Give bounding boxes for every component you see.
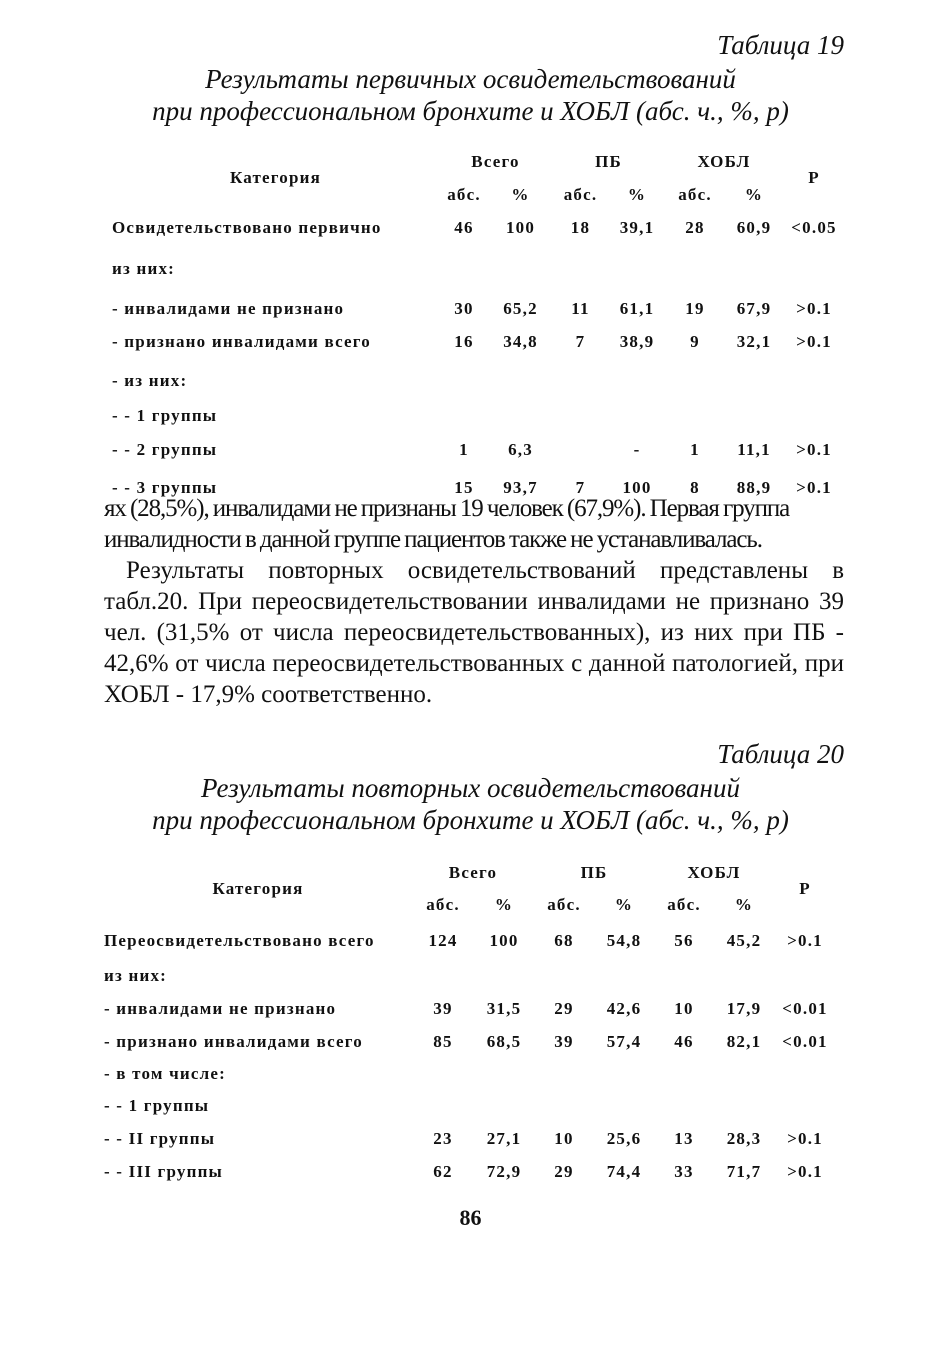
subheader-abs: абс. (563, 184, 598, 204)
total-pct-cell: 6,3 (508, 439, 533, 459)
p-value-cell (774, 1090, 836, 1122)
p-value-cell: >0.1 (787, 930, 823, 950)
table-20 (104, 857, 836, 1188)
copd-abs-cell: 9 (690, 331, 700, 351)
total-abs-cell (439, 358, 489, 403)
column-header-pb: ПБ (595, 151, 622, 171)
total-pct-cell: 27,1 (486, 1128, 522, 1148)
total-abs-cell: 23 (433, 1128, 453, 1148)
table-20-title-line-2: при профессиональном бронхите и ХОБЛ (абс. ч., %, р) (152, 805, 789, 835)
pb-abs-cell (534, 1058, 594, 1090)
table-row (104, 992, 836, 1025)
pb-abs-cell: 68 (554, 930, 574, 950)
row-label: из них: (104, 966, 168, 985)
pb-pct-cell (594, 960, 654, 992)
total-pct-cell (489, 245, 552, 292)
row-label: Освидетельствовано первично (112, 218, 382, 237)
row-label: - инвалидами не признано (104, 998, 337, 1018)
total-pct-cell: 65,2 (503, 298, 538, 318)
table-row (112, 358, 845, 403)
row-label: - в том числе: (104, 1064, 226, 1083)
pb-abs-cell: 7 (575, 331, 586, 351)
column-header-category: Категория (212, 879, 304, 898)
pb-abs-cell: 18 (570, 218, 591, 237)
pb-pct-cell (594, 1090, 654, 1122)
copd-pct-cell: 67,9 (736, 298, 772, 318)
table-row (112, 245, 845, 292)
copd-pct-cell (714, 1058, 774, 1090)
pb-abs-cell: 10 (554, 1128, 574, 1148)
row-label: - - II группы (104, 1128, 216, 1148)
pb-abs-cell (552, 358, 609, 403)
copd-pct-cell: 32,1 (736, 331, 772, 351)
total-abs-cell: 39 (433, 998, 453, 1018)
table-row (104, 921, 836, 960)
total-pct-cell (474, 1058, 534, 1090)
copd-pct-cell (714, 1090, 774, 1122)
total-pct-cell: 100 (489, 930, 519, 950)
copd-abs-cell: 19 (685, 298, 705, 318)
table-20-title-line-1: Результаты повторных освидетельствований (201, 773, 740, 803)
table-20-caption: Таблица 20 (717, 739, 844, 769)
table-19 (112, 145, 845, 504)
pb-pct-cell: - (633, 439, 641, 459)
pb-pct-cell (609, 403, 665, 428)
paragraph-1-line-2: инвалидности в данной группе пациентов также не устанавливалась. (104, 526, 762, 553)
column-header-pb: ПБ (580, 862, 608, 882)
copd-abs-cell (654, 1090, 714, 1122)
copd-abs-cell (665, 358, 725, 403)
subheader-pct: % (744, 184, 764, 204)
p-value-cell: >0.1 (787, 1128, 823, 1148)
total-abs-cell: 124 (428, 930, 458, 950)
row-label: - признано инвалидами всего (112, 331, 371, 351)
pb-abs-cell: 29 (554, 998, 574, 1018)
pb-pct-cell: 25,6 (606, 1128, 642, 1148)
subheader-abs: абс. (426, 894, 460, 914)
p-value-cell (783, 358, 845, 403)
p-value-cell (774, 960, 836, 992)
subheader-abs: абс. (667, 894, 701, 914)
table-row (104, 960, 836, 992)
subheader-abs: абс. (447, 184, 481, 204)
total-pct-cell (474, 960, 534, 992)
table-19-header-row (112, 145, 845, 178)
p-value-cell: >0.1 (796, 298, 832, 318)
column-header-copd: ХОБЛ (697, 151, 751, 171)
total-abs-cell: 46 (454, 218, 474, 237)
copd-abs-cell: 8 (690, 477, 700, 497)
copd-abs-cell: 33 (674, 1161, 694, 1181)
copd-pct-cell: 11,1 (737, 439, 771, 459)
total-abs-cell (412, 1058, 474, 1090)
pb-abs-cell (534, 960, 594, 992)
pb-pct-cell: 54,8 (606, 930, 642, 950)
total-abs-cell: 85 (433, 1031, 453, 1051)
pb-pct-cell: 39,1 (619, 218, 655, 237)
p-value-cell: <0.01 (782, 998, 828, 1018)
total-abs-cell: 30 (454, 298, 474, 318)
copd-abs-cell (654, 960, 714, 992)
row-label: - из них: (112, 370, 188, 390)
copd-abs-cell (665, 245, 725, 292)
table-row (104, 1122, 836, 1155)
p-value-cell (783, 403, 845, 428)
p-value-cell: >0.1 (796, 477, 832, 497)
column-header-category: Категория (229, 168, 322, 187)
copd-pct-cell (714, 960, 774, 992)
row-label: Переосвидетельствовано всего (104, 930, 375, 950)
page-number: 86 (459, 1205, 482, 1230)
pb-abs-cell (552, 403, 609, 428)
copd-pct-cell (725, 358, 783, 403)
total-abs-cell: 1 (459, 439, 469, 459)
column-header-total: Всего (471, 151, 520, 171)
copd-pct-cell (725, 245, 783, 292)
copd-abs-cell: 56 (674, 930, 694, 950)
paragraph-1-line-1: ях (28,5%), инвалидами не признаны 19 человек (67,9%). Первая группа (104, 495, 790, 522)
table-row (112, 428, 845, 471)
pb-abs-cell (552, 245, 609, 292)
table-row (112, 292, 845, 325)
table-row (104, 1155, 836, 1188)
subheader-pct: % (734, 894, 754, 914)
total-pct-cell (489, 403, 552, 428)
total-abs-cell: 62 (433, 1161, 453, 1181)
copd-abs-cell (654, 1058, 714, 1090)
row-label: - - 1 группы (104, 1096, 210, 1115)
table-row (112, 325, 845, 358)
total-abs-cell (412, 960, 474, 992)
copd-pct-cell: 71,7 (726, 1161, 762, 1181)
pb-pct-cell: 57,4 (606, 1031, 642, 1051)
pb-pct-cell (609, 245, 665, 292)
subheader-pct: % (627, 184, 647, 204)
body-text (104, 493, 844, 710)
total-abs-cell: 16 (454, 331, 474, 351)
copd-abs-cell (665, 403, 725, 428)
row-label: - - 2 группы (112, 439, 218, 459)
pb-abs-cell (534, 1090, 594, 1122)
row-label: - инвалидами не признано (112, 298, 345, 318)
pb-abs-cell (552, 428, 609, 471)
table-row (104, 1090, 836, 1122)
copd-abs-cell: 1 (690, 439, 700, 459)
table-19-caption: Таблица 19 (717, 30, 844, 60)
table-row (112, 403, 845, 428)
row-label: - признано инвалидами всего (104, 1031, 363, 1051)
total-pct-cell: 31,5 (486, 998, 522, 1018)
copd-pct-cell: 60,9 (736, 218, 772, 237)
copd-pct-cell (725, 403, 783, 428)
total-pct-cell: 68,5 (486, 1031, 522, 1051)
total-pct-cell: 100 (505, 218, 536, 237)
total-pct-cell (474, 1090, 534, 1122)
table-row (112, 211, 845, 245)
table-row (104, 1058, 836, 1090)
column-header-p: Р (808, 168, 820, 187)
pb-abs-cell: 11 (571, 298, 590, 318)
copd-abs-cell: 13 (674, 1128, 694, 1148)
total-abs-cell (439, 403, 489, 428)
total-pct-cell: 93,7 (503, 477, 538, 497)
p-value-cell (783, 245, 845, 292)
pb-pct-cell: 42,6 (606, 998, 642, 1018)
table-19-title-line-1: Результаты первичных освидетельствований (205, 64, 736, 94)
pb-pct-cell: 61,1 (619, 298, 655, 318)
table-row (104, 1025, 836, 1058)
pb-pct-cell: 100 (622, 477, 652, 497)
row-label: - - III группы (104, 1161, 224, 1181)
copd-pct-cell: 17,9 (726, 998, 762, 1018)
paragraph-2: Результаты повторных освидетельствований представлены в табл.20. При переосвидетельствовании инвалидами не признано 39 чел. (31,5% от числа переосвидетельствованных), из них при ПБ - 42,6% от числа переосвидетельствованных с данной патологией, при ХОБЛ - 17,9% соответственно. (104, 557, 844, 708)
column-header-copd: ХОБЛ (687, 862, 741, 882)
pb-pct-cell (609, 358, 665, 403)
table-19-title-line-2: при профессиональном бронхите и ХОБЛ (абс. ч., %, р) (152, 96, 789, 126)
pb-pct-cell (594, 1058, 654, 1090)
row-label: из них: (112, 258, 176, 278)
copd-pct-cell: 88,9 (736, 477, 772, 497)
total-abs-cell (439, 245, 489, 292)
row-label: - - 1 группы (112, 405, 218, 425)
row-label: - - 3 группы (112, 477, 218, 497)
pb-pct-cell: 74,4 (606, 1161, 642, 1181)
copd-pct-cell: 82,1 (726, 1031, 762, 1051)
pb-abs-cell: 39 (554, 1031, 574, 1051)
subheader-pct: % (614, 894, 634, 914)
copd-abs-cell: 28 (685, 218, 705, 237)
p-value-cell: <0.05 (791, 218, 837, 237)
total-pct-cell (489, 358, 552, 403)
p-value-cell: >0.1 (787, 1161, 823, 1181)
subheader-pct: % (511, 184, 530, 204)
p-value-cell: >0.1 (796, 331, 832, 351)
copd-abs-cell: 10 (674, 998, 694, 1018)
table-20-header-row (104, 857, 836, 888)
pb-pct-cell: 38,9 (619, 331, 655, 351)
column-header-p: Р (799, 879, 811, 898)
subheader-abs: абс. (678, 184, 712, 204)
pb-abs-cell: 7 (575, 477, 586, 497)
total-pct-cell: 72,9 (486, 1161, 522, 1181)
subheader-pct: % (494, 894, 514, 914)
column-header-total: Всего (448, 862, 498, 882)
p-value-cell: <0.01 (782, 1031, 828, 1051)
copd-pct-cell: 28,3 (726, 1128, 762, 1148)
copd-pct-cell: 45,2 (726, 930, 762, 950)
p-value-cell (774, 1058, 836, 1090)
p-value-cell: >0.1 (796, 439, 832, 459)
total-abs-cell: 15 (454, 477, 474, 497)
copd-abs-cell: 46 (674, 1031, 694, 1051)
subheader-abs: абс. (547, 894, 581, 914)
pb-abs-cell: 29 (554, 1161, 574, 1181)
total-abs-cell (412, 1090, 474, 1122)
total-pct-cell: 34,8 (503, 331, 538, 351)
